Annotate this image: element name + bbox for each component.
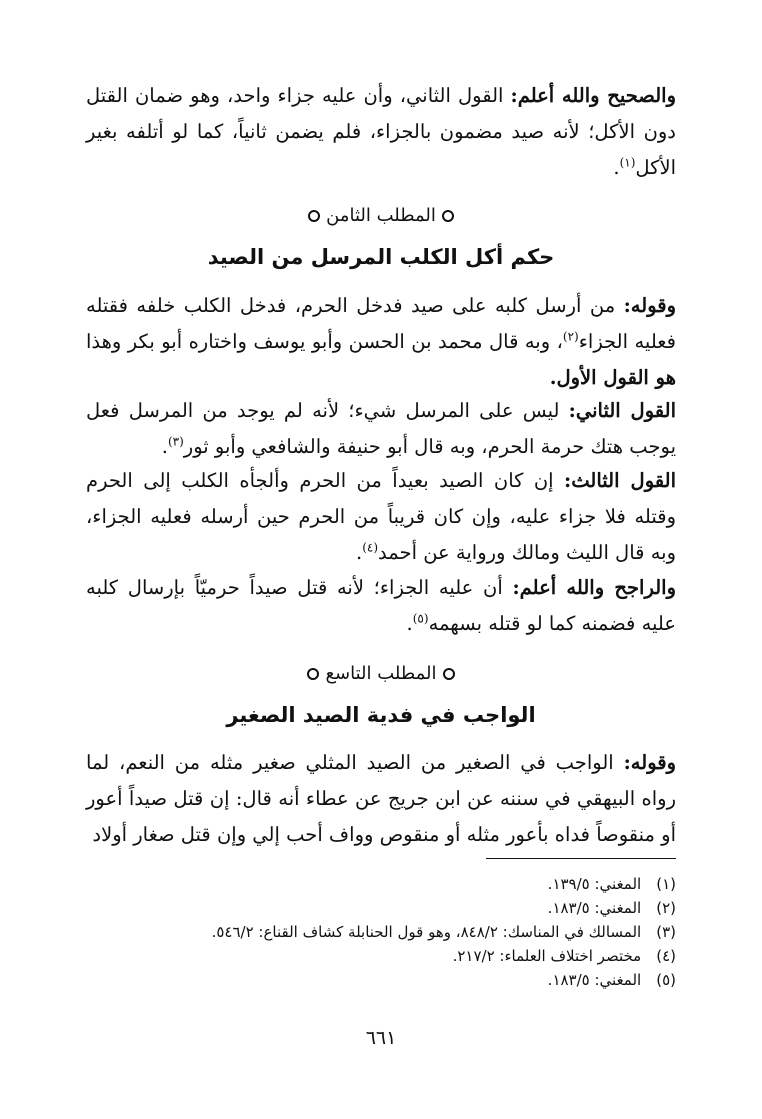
footnote-ref[interactable]: (٢) — [562, 329, 579, 344]
section-label: المطلب التاسع — [325, 663, 437, 684]
paragraph-tail: . — [356, 541, 363, 564]
section-title-8: حكم أكل الكلب المرسل من الصيد — [207, 245, 555, 269]
ring-icon — [307, 668, 319, 680]
ring-icon — [308, 210, 320, 222]
paragraph-text: ليس على المرسل شيء؛ لأنه لم يوجد من المرسل فعل يوجب هتك حرمة الحرم، وبه قال أبو حنيفة والشافعي وأبو ثور — [86, 399, 676, 458]
paragraph-statement-6 — [86, 745, 676, 853]
paragraph-tail: . — [406, 612, 413, 635]
paragraph-tail: . — [613, 156, 620, 179]
paragraph-lead: القول الثاني: — [568, 399, 676, 422]
section-label-9 — [86, 663, 676, 684]
paragraph-second-opinion — [86, 393, 676, 465]
paragraph-lead: والصحيح والله أعلم: — [510, 84, 676, 107]
ring-icon — [443, 668, 455, 680]
paragraph-text: أن عليه الجزاء؛ لأنه قتل صيداً حرميّاً بإرسال كلبه عليه فضمنه كما لو قتله بسهمه — [86, 576, 676, 635]
paragraph-preferred — [86, 570, 676, 642]
footnote-item — [86, 968, 676, 992]
paragraph-tail: . — [161, 435, 168, 458]
footnote-ref[interactable]: (٤) — [362, 540, 379, 555]
paragraph-lead: وقوله: — [623, 751, 676, 774]
footnote-ref[interactable]: (٣) — [167, 434, 184, 449]
paragraph-bold-tail: هو القول الأول. — [549, 366, 676, 389]
paragraph-text: ، وبه قال محمد بن الحسن وأبو يوسف واختاره أبو بكر وهذا — [86, 330, 563, 353]
paragraph-lead: والراجح والله أعلم: — [512, 576, 677, 599]
paragraph-third-opinion — [86, 463, 676, 571]
page-number: ٦٦١ — [365, 1027, 397, 1049]
footnote-text: المغني: ١٣٩/٥. — [547, 875, 642, 893]
footnote-ref[interactable]: (١) — [619, 155, 636, 170]
footnote-number: (٤) — [656, 947, 676, 965]
footnote-text: مختصر اختلاف العلماء: ٢١٧/٢. — [452, 947, 642, 965]
footnotes — [86, 872, 676, 992]
paragraph-statement-2 — [86, 288, 676, 396]
footnote-text: المغني: ١٨٣/٥. — [547, 971, 642, 989]
paragraph-text: إن كان الصيد بعيداً من الحرم وألجأه الكلب إلى الحرم وقتله فلا جزاء عليه، وإن كان قريباً من الحرم حين أرسله فعليه الجزاء، وبه قال الليث ومالك ورواية عن أحمد — [86, 469, 676, 564]
footnote-item — [86, 872, 676, 896]
footnote-item — [86, 944, 676, 968]
footnote-number: (٣) — [656, 923, 676, 941]
footnote-text: المغني: ١٨٣/٥. — [547, 899, 642, 917]
ring-icon — [442, 210, 454, 222]
footnote-ref[interactable]: (٥) — [412, 611, 429, 626]
section-label: المطلب الثامن — [326, 205, 436, 226]
paragraph-text: الواجب في الصغير من الصيد المثلي صغير مثله من النعم، لما رواه البيهقي في سننه عن ابن جريج عن عطاء أنه قال: إن قتل صيداً أعور أو منقوصاً فداه بأعور مثله أو منقوص وواف أحب إلي وإن قتل صغار أولاد — [86, 751, 676, 846]
footnote-number: (١) — [656, 875, 676, 893]
footnote-number: (٥) — [656, 971, 676, 989]
paragraph-text: القول الثاني، وأن عليه جزاء واحد، وهو ضمان القتل دون الأكل؛ لأنه صيد مضمون بالجزاء، فلم يضمن ثانياً، كما لو أتلفه بغير الأكل — [86, 84, 676, 179]
paragraph-lead: وقوله: — [623, 294, 677, 317]
paragraph-lead: القول الثالث: — [564, 469, 677, 492]
footnote-number: (٢) — [656, 899, 676, 917]
footnote-divider — [486, 858, 676, 859]
paragraph-text: من أرسل كلبه على صيد فدخل الحرم، فدخل الكلب خلفه فقتله فعليه الجزاء — [86, 294, 676, 353]
footnote-text: المسالك في المناسك: ٨٤٨/٢، وهو قول الحنابلة كشاف القناع: ٥٤٦/٢. — [211, 923, 642, 941]
section-label-8 — [86, 205, 676, 226]
footnote-item — [86, 896, 676, 920]
section-title-9: الواجب في فدية الصيد الصغير — [226, 703, 536, 727]
paragraph-conclusion-1 — [86, 78, 676, 186]
footnote-item — [86, 920, 676, 944]
